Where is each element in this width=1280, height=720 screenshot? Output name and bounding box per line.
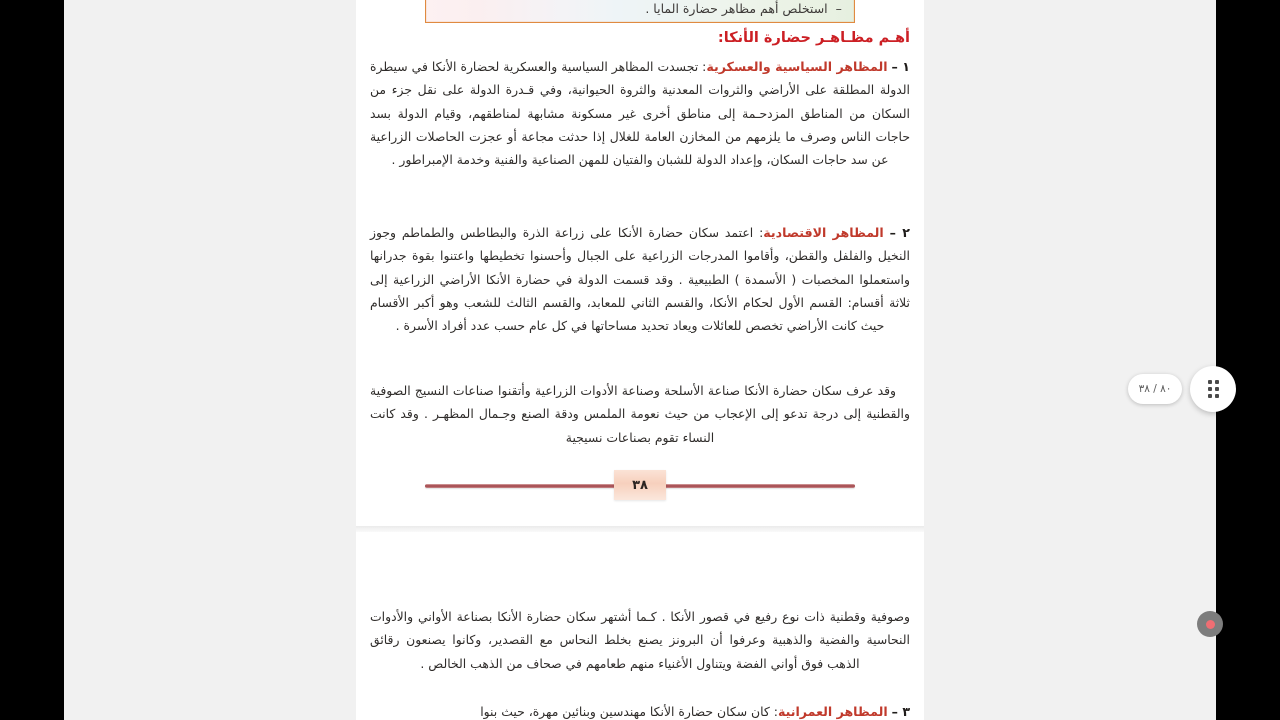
page-footer-rule [425, 476, 855, 496]
scroll-knob-button[interactable] [1197, 611, 1223, 637]
paragraph-continuation: وقد عرف سكان حضارة الأنكا صناعة الأسلحة وصناعة الأدوات الزراعية وأتقنوا صناعات النسيج الصوفية والقطنية إلى درجة تدعو إلى الإعجاب من حيث نعومة الملمس ودقة الصنع وجـمال المظهـر . وقد كانت النساء تقوم بصناعات نسيجية [370, 383, 910, 445]
list-item-1-number: ١ – [891, 59, 910, 74]
task-banner-label: استخلص أهم مظاهر حضارة المايا . [645, 0, 828, 16]
page-indicator[interactable] [1128, 374, 1182, 404]
list-item-3-title: المظاهر العمرانية [777, 704, 888, 719]
task-banner-dash: – [835, 0, 842, 16]
list-item-3-separator: : [773, 704, 778, 719]
grid-view-button[interactable] [1190, 366, 1236, 412]
list-item-2 [370, 221, 910, 337]
list-item-1 [370, 55, 910, 171]
letterbox-right [1216, 0, 1280, 720]
list-item-1-separator: : [702, 59, 707, 74]
grid-dots-icon [1208, 380, 1219, 398]
list-item-1-text: تجسدت المظاهر السياسية والعسكرية لحضارة الأنكا في سيطرة الدولة المطلقة على الأراضي والثروات المعدنية والثروة الحيوانية، وفي قـدرة الدولة على نقل جزء من السكان من المناطق المزدحـمة إلى مناطق أخرى غير مسكونة مشابهة لمناطقهم، وقيام الدولة بسد حاجات الناس وصرف ما يلزمهم من المخازن العامة للغلال إذا حدثت مجاعة أو عجزت الحاصلات الزراعية عن سد حاجات السكان، وإعداد الدولة للشبان والفتيان للمهن الصناعية والفنية وخدمة الإمبراطور . [370, 59, 910, 168]
list-item-2-text: اعتمد سكان حضارة الأنكا على زراعة الذرة والبطاطس والطماطم وجوز النخيل والفلفل والقطن، وأقاموا المدرجات الزراعية على الجبال وأحسنوا تخطيطها واعتنوا بقوة جدرانها واستعملوا المخصبات ( الأسمدة ) الطبيعية . وقد قسمت الدولة في حضارة الأنكا الأراضي الزراعية إلى ثلاثة أقسام: القسم الأول لحكام الأنكا، والقسم الثاني للمعابد، والقسم الثالث للشعب وهو أكبر الأقسام حيث كانت الأراضي تخصص للعائلات ويعاد تحديد مساحاتها في كل عام حسب عدد أفراد الأسرة . [370, 225, 910, 334]
task-banner-text [645, 1, 842, 16]
list-item-3-text: كان سكان حضارة الأنكا مهندسين وبنائين مهرة، حيث بنوا [480, 704, 770, 719]
document-scroll-surface[interactable] [64, 0, 1216, 720]
page-indicator-label: ٨٠ / ٣٨ [1138, 383, 1172, 395]
scroll-knob-icon [1206, 620, 1215, 629]
task-banner [425, 0, 855, 23]
list-item-3 [370, 700, 910, 720]
list-item-2-separator: : [759, 225, 764, 240]
document-page-38 [356, 0, 924, 532]
list-item-2-title: المظاهر الاقتصادية [763, 225, 884, 240]
document-page-39 [356, 532, 924, 720]
list-item-3-number: ٣ – [891, 704, 910, 719]
letterbox-left [0, 0, 64, 720]
page-number-badge [614, 470, 666, 500]
list-item-1-title: المظاهر السياسية والعسكرية [706, 59, 888, 74]
page-number-value: ٣٨ [632, 477, 648, 493]
list-item-2-number: ٢ – [889, 225, 910, 240]
section-heading: أهـم مظـاهـر حضارة الأنكا: [717, 30, 910, 46]
next-page-paragraph: وصوفية وقطنية ذات نوع رفيع في قصور الأنكا . كـما أشتهر سكان حضارة الأنكا بصناعة الأواني والأدوات النحاسية والفضية والذهبية وعرفوا أن البرونز يصنع بخلط النحاس مع القصدير، وكانوا يصنعون رقائق الذهب فوق أواني الفضة ويتناول الأغنياء منهم طعامهم في صحاف من الذهب الخالص . [370, 609, 910, 671]
